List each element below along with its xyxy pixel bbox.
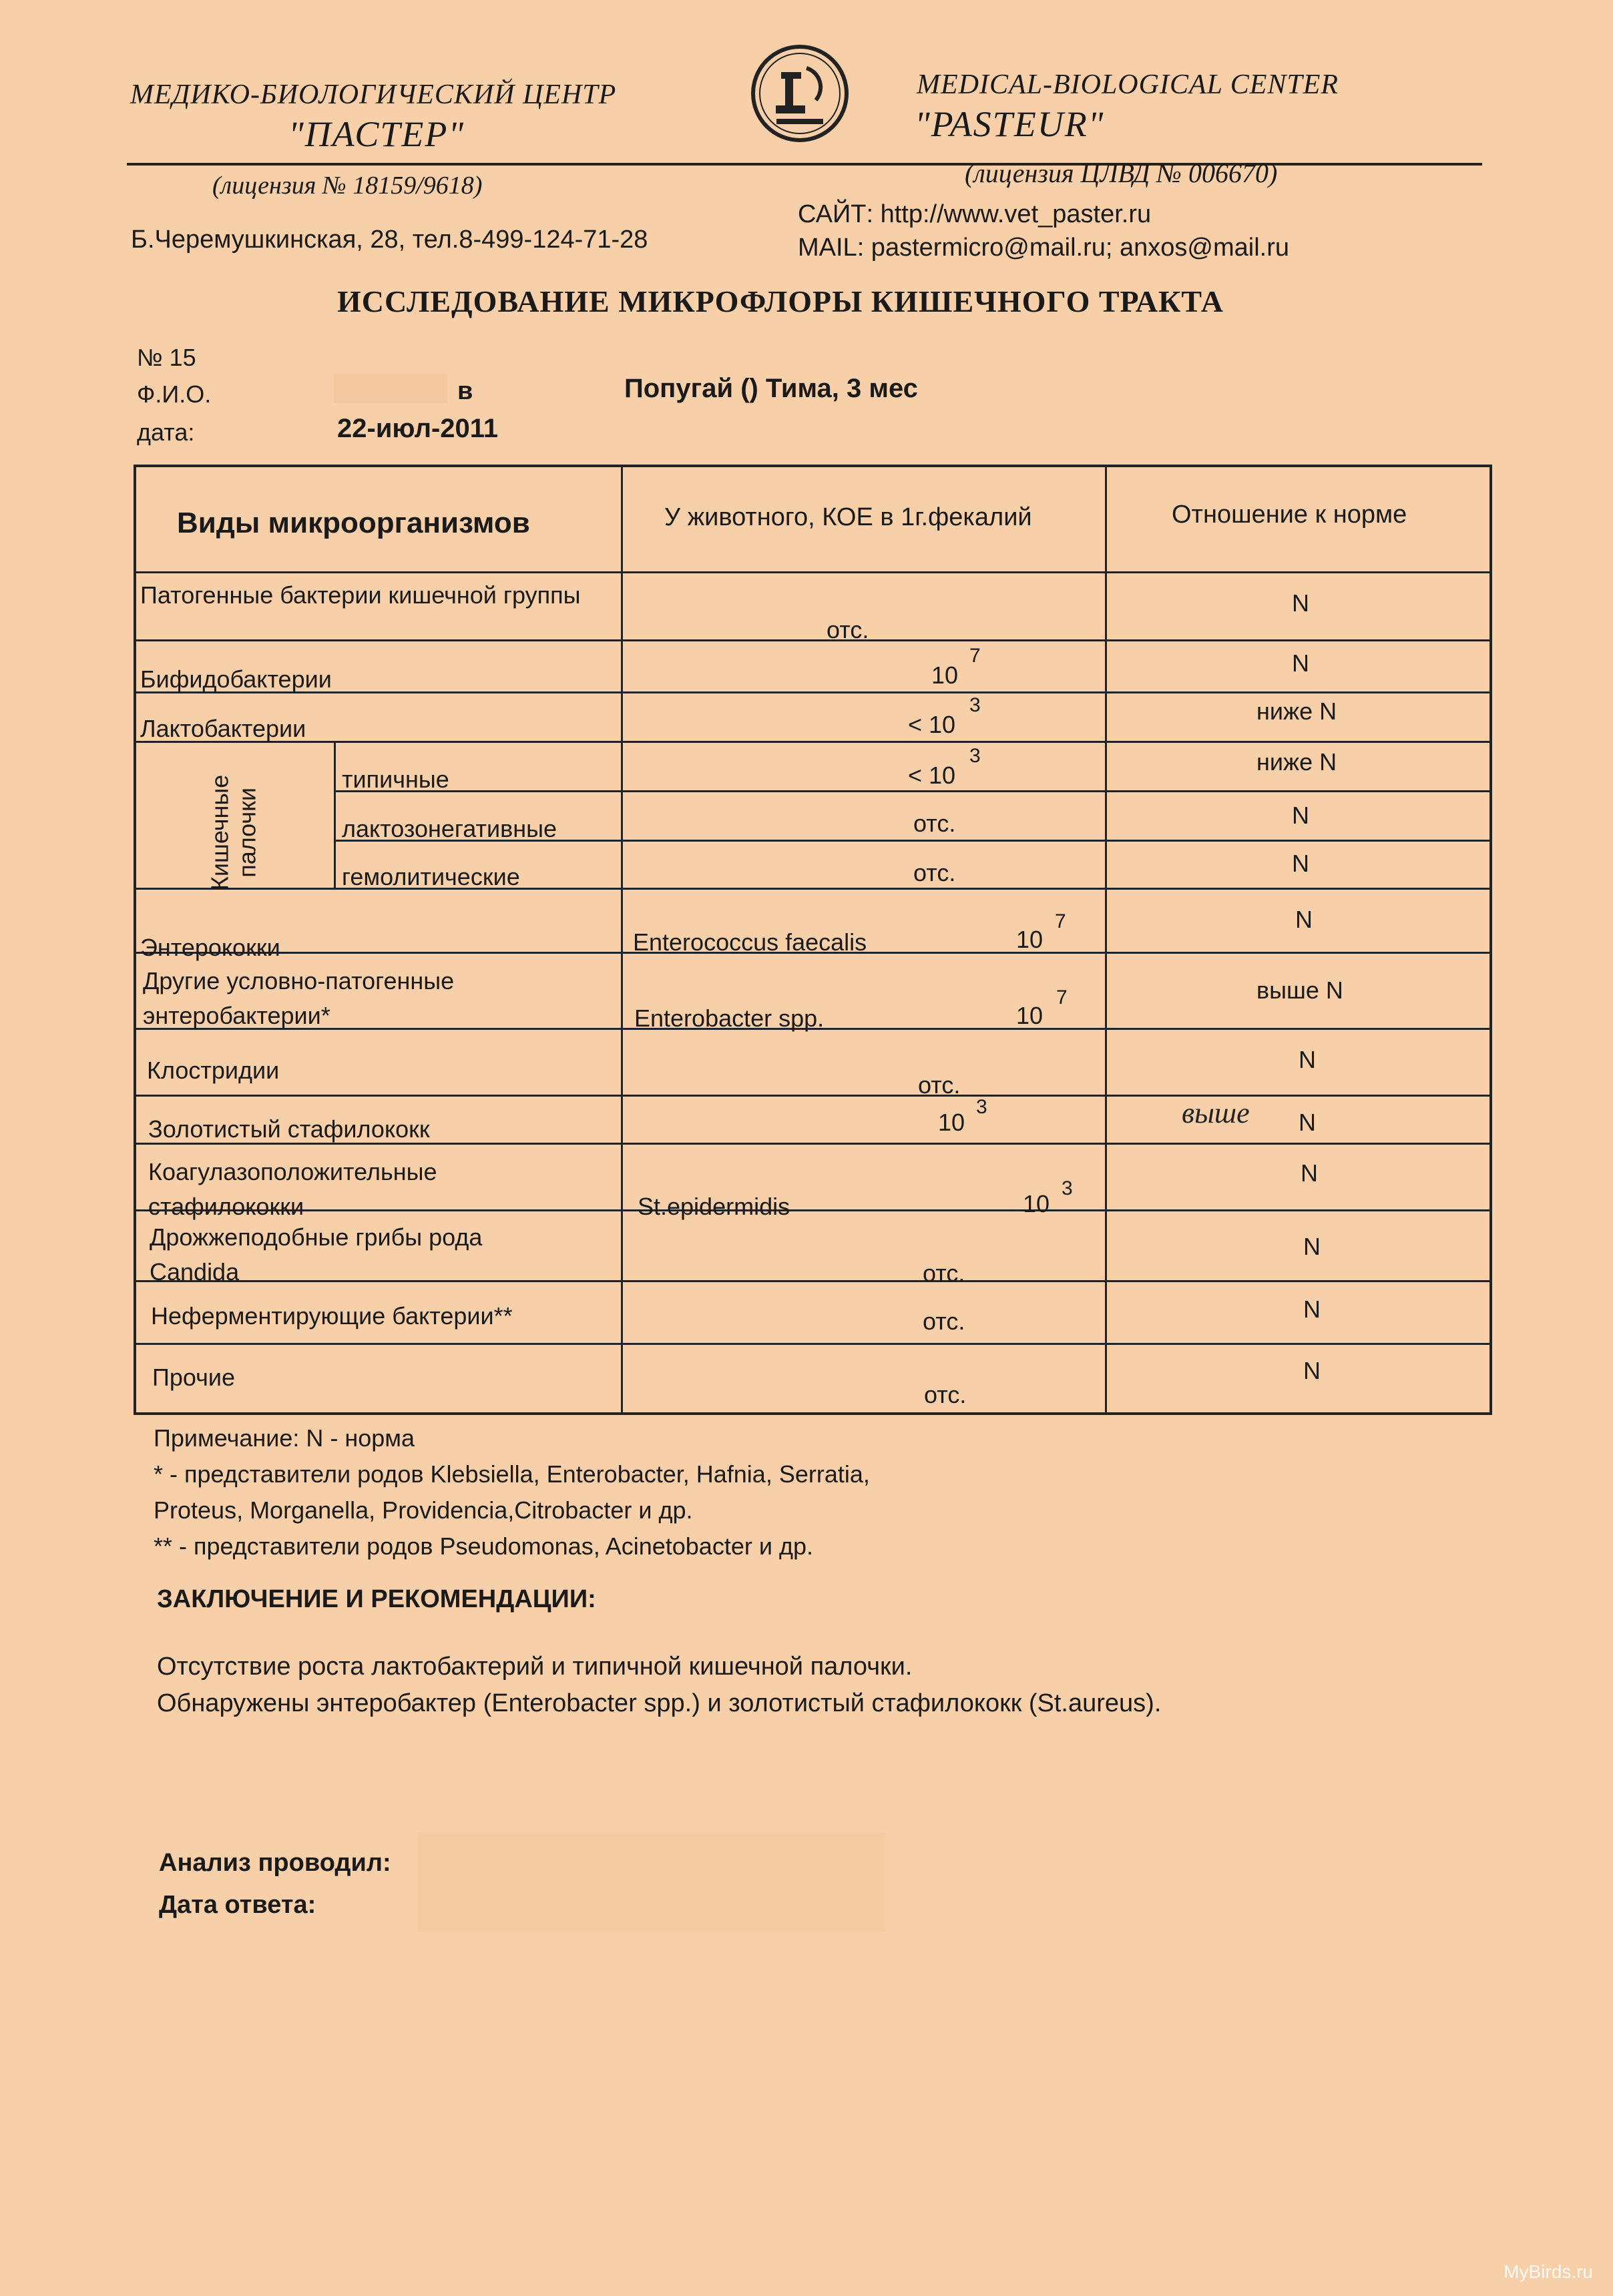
note-line: ** - представители родов Pseudomonas, Acinetobacter и др. bbox=[154, 1532, 813, 1560]
table-row-norm: ниже N bbox=[1256, 748, 1337, 776]
license-ru: (лицензия № 18159/9618) bbox=[212, 172, 483, 200]
table-row-exponent: 7 bbox=[1055, 910, 1066, 932]
center-brand-en: "PASTEUR" bbox=[915, 104, 1105, 144]
table-row-exponent: 3 bbox=[969, 745, 981, 767]
table-row-value: отс. bbox=[827, 616, 869, 643]
microflora-table bbox=[134, 465, 1492, 1415]
conclusion-text bbox=[157, 1649, 1161, 1722]
table-row-value: < 10 bbox=[908, 711, 956, 738]
table-row-name: Энтерококки bbox=[140, 934, 280, 961]
header-norm: Отношение к норме bbox=[1172, 501, 1407, 529]
table-row-value: 10 bbox=[1016, 926, 1044, 953]
header-count: У животного, КОЕ в 1г.фекалий bbox=[664, 503, 1032, 531]
table-row-value: 10 bbox=[1023, 1190, 1050, 1217]
table-row-name: Лактобактерии bbox=[140, 715, 306, 742]
site-link[interactable]: САЙТ: http://www.vet_paster.ru bbox=[798, 200, 1152, 228]
patient-info: Попугай () Тима, 3 мес bbox=[624, 374, 918, 403]
table-row-exponent: 7 bbox=[1056, 986, 1068, 1009]
table-row-name: типичные bbox=[342, 766, 449, 793]
group-label-coli bbox=[167, 752, 300, 891]
table-row-value: отс. bbox=[923, 1259, 965, 1287]
table-row-value: отс. bbox=[923, 1308, 965, 1335]
table-row-value: 10 bbox=[1016, 1002, 1044, 1029]
center-name-en: MEDICAL-BIOLOGICAL CENTER bbox=[917, 69, 1339, 100]
center-name-ru: МЕДИКО-БИОЛОГИЧЕСКИЙ ЦЕНТР bbox=[130, 79, 617, 110]
fio-label: Ф.И.О. bbox=[137, 380, 212, 408]
redacted-signature bbox=[417, 1832, 885, 1932]
site-watermark: MyBirds.ru bbox=[1504, 2261, 1593, 2282]
conclusion-line: Отсутствие роста лактобактерий и типичной кишечной палочки. bbox=[157, 1653, 913, 1681]
group-label-line2: палочки bbox=[234, 788, 261, 878]
table-row-norm: N bbox=[1303, 1233, 1321, 1260]
table-row-norm: N bbox=[1301, 1159, 1318, 1187]
microscope-logo-icon bbox=[746, 40, 853, 147]
date-label: дата: bbox=[137, 418, 195, 446]
table-row-norm: N bbox=[1299, 1046, 1316, 1073]
table-row-norm: N bbox=[1292, 802, 1309, 829]
group-label-line1: Кишечные bbox=[206, 774, 234, 891]
table-row-norm: ниже N bbox=[1256, 697, 1337, 725]
note-line: * - представители родов Klebsiella, Enterobacter, Hafnia, Serratia, bbox=[154, 1460, 870, 1488]
license-vet: (лицензия ЦЛВД № 006670) bbox=[965, 158, 1278, 188]
table-row-name-line1: Другие условно-патогенные bbox=[143, 967, 455, 994]
fio-value: в bbox=[457, 377, 473, 405]
answer-date-label: Дата ответа: bbox=[159, 1890, 316, 1919]
table-row-value: 10 bbox=[931, 661, 959, 689]
date-value: 22-июл-2011 bbox=[337, 414, 499, 443]
table-row-name: гемолитические bbox=[342, 863, 520, 890]
mail-link[interactable]: MAIL: pastermicro@mail.ru; anxos@mail.ru bbox=[798, 234, 1290, 262]
redacted-name bbox=[334, 374, 447, 403]
table-row-name: лактозонегативные bbox=[342, 815, 557, 842]
table-row-name: Неферментирующие бактерии** bbox=[151, 1302, 513, 1330]
table-row-norm: N bbox=[1292, 649, 1309, 677]
table-row-exponent: 3 bbox=[976, 1096, 987, 1118]
table-row-name: Бифидобактерии bbox=[140, 665, 332, 693]
table-row-species: Enterococcus faecalis bbox=[633, 928, 867, 956]
table-row-norm: выше N bbox=[1256, 976, 1343, 1004]
handwritten-note: выше bbox=[1182, 1097, 1250, 1129]
conclusion-line: Обнаружены энтеробактер (Enterobacter spp.) и золотистый стафилококк (St.aureus). bbox=[157, 1689, 1162, 1718]
notes bbox=[154, 1420, 870, 1564]
table-row-norm: N bbox=[1295, 906, 1313, 933]
header-species: Виды микроорганизмов bbox=[177, 507, 530, 539]
note-line: Примечание: N - норма bbox=[154, 1424, 415, 1452]
table-row-norm: N bbox=[1299, 1109, 1316, 1136]
header-rule bbox=[127, 163, 1482, 166]
table-row-norm: N bbox=[1292, 589, 1309, 617]
table-row-name-line2: Candida bbox=[150, 1258, 240, 1285]
table-row-exponent: 3 bbox=[1062, 1177, 1073, 1199]
document-title: ИССЛЕДОВАНИЕ МИКРОФЛОРЫ КИШЕЧНОГО ТРАКТА bbox=[337, 284, 1224, 318]
conclusion-heading: ЗАКЛЮЧЕНИЕ И РЕКОМЕНДАЦИИ: bbox=[157, 1585, 596, 1613]
record-number: № 15 bbox=[137, 344, 196, 371]
table-row-value: отс. bbox=[924, 1381, 967, 1408]
table-row-value: отс. bbox=[913, 810, 956, 837]
table-row-species: Enterobacter spp. bbox=[634, 1005, 825, 1032]
table-row-name: Патогенные бактерии кишечной группы bbox=[140, 581, 581, 609]
table-row-value: отс. bbox=[913, 859, 956, 886]
table-row-value: 10 bbox=[938, 1109, 965, 1136]
table-row-name-line1: Коагулазоположительные bbox=[148, 1158, 437, 1185]
table-row-name-line2: стафилококки bbox=[148, 1193, 304, 1220]
table-row-name: Золотистый стафилококк bbox=[148, 1115, 430, 1143]
address: Б.Черемушкинская, 28, тел.8-499-124-71-28 bbox=[131, 226, 648, 254]
table-row-exponent: 3 bbox=[969, 694, 981, 716]
note-line: Proteus, Morganella, Providencia,Citrobacter и др. bbox=[154, 1496, 693, 1524]
table-row-name: Клостридии bbox=[147, 1057, 280, 1084]
analyst-label: Анализ проводил: bbox=[159, 1849, 391, 1877]
table-row-norm: N bbox=[1303, 1357, 1321, 1384]
table-row-value: < 10 bbox=[908, 762, 956, 789]
table-row-species: St.epidermidis bbox=[638, 1193, 790, 1220]
signature-block bbox=[159, 1842, 391, 1926]
table-row-norm: N bbox=[1303, 1296, 1321, 1323]
table-row-norm: N bbox=[1292, 850, 1309, 877]
table-row-name-line1: Дрожжеподобные грибы рода bbox=[150, 1223, 483, 1251]
table-row-name-line2: энтеробактерии* bbox=[143, 1002, 330, 1029]
center-brand-ru: "ПАСТЕР" bbox=[288, 114, 465, 154]
table-row-exponent: 7 bbox=[969, 645, 981, 667]
table-row-value: отс. bbox=[918, 1071, 961, 1099]
table-row-name: Прочие bbox=[152, 1364, 236, 1391]
